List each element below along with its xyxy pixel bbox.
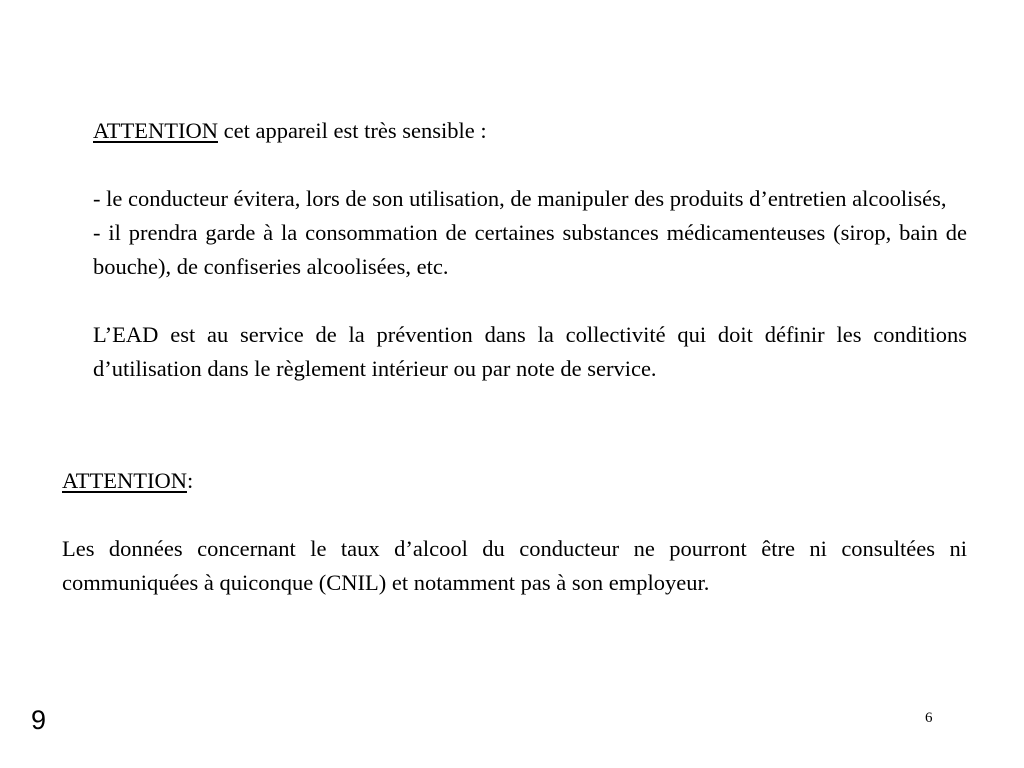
page-number-left: 9	[31, 705, 47, 735]
attention-label: ATTENTION	[93, 118, 218, 143]
sensitivity-notice	[93, 114, 967, 386]
notice-heading-text: cet appareil est très sensible :	[217, 118, 487, 143]
data-privacy-notice	[62, 464, 967, 600]
privacy-heading	[62, 464, 967, 498]
spacer	[93, 148, 967, 182]
spacer	[62, 498, 967, 532]
bullet-cleaning-products: - le conducteur évitera, lors de son utilisation, de manipuler des produits d’entretien alcoolisés,	[93, 186, 947, 211]
attention-label: ATTENTION	[62, 468, 187, 493]
privacy-paragraph: Les données concernant le taux d’alcool du conducteur ne pourront être ni consultées ni communiquées à quiconque (CNIL) et notamment pas à son employeur.	[62, 536, 967, 595]
bullet-medication: - il prendra garde à la consommation de certaines substances médicamenteuses (sirop, bain de bouche), de confiseries alcoolisées, etc.	[93, 220, 967, 279]
spacer	[93, 284, 967, 318]
notice-heading	[93, 114, 967, 148]
ead-prevention-paragraph: L’EAD est au service de la prévention dans la collectivité qui doit définir les conditions d’utilisation dans le règlement intérieur ou par note de service.	[93, 322, 967, 381]
privacy-heading-colon: :	[186, 468, 194, 493]
page-number-right: 6	[925, 710, 933, 726]
